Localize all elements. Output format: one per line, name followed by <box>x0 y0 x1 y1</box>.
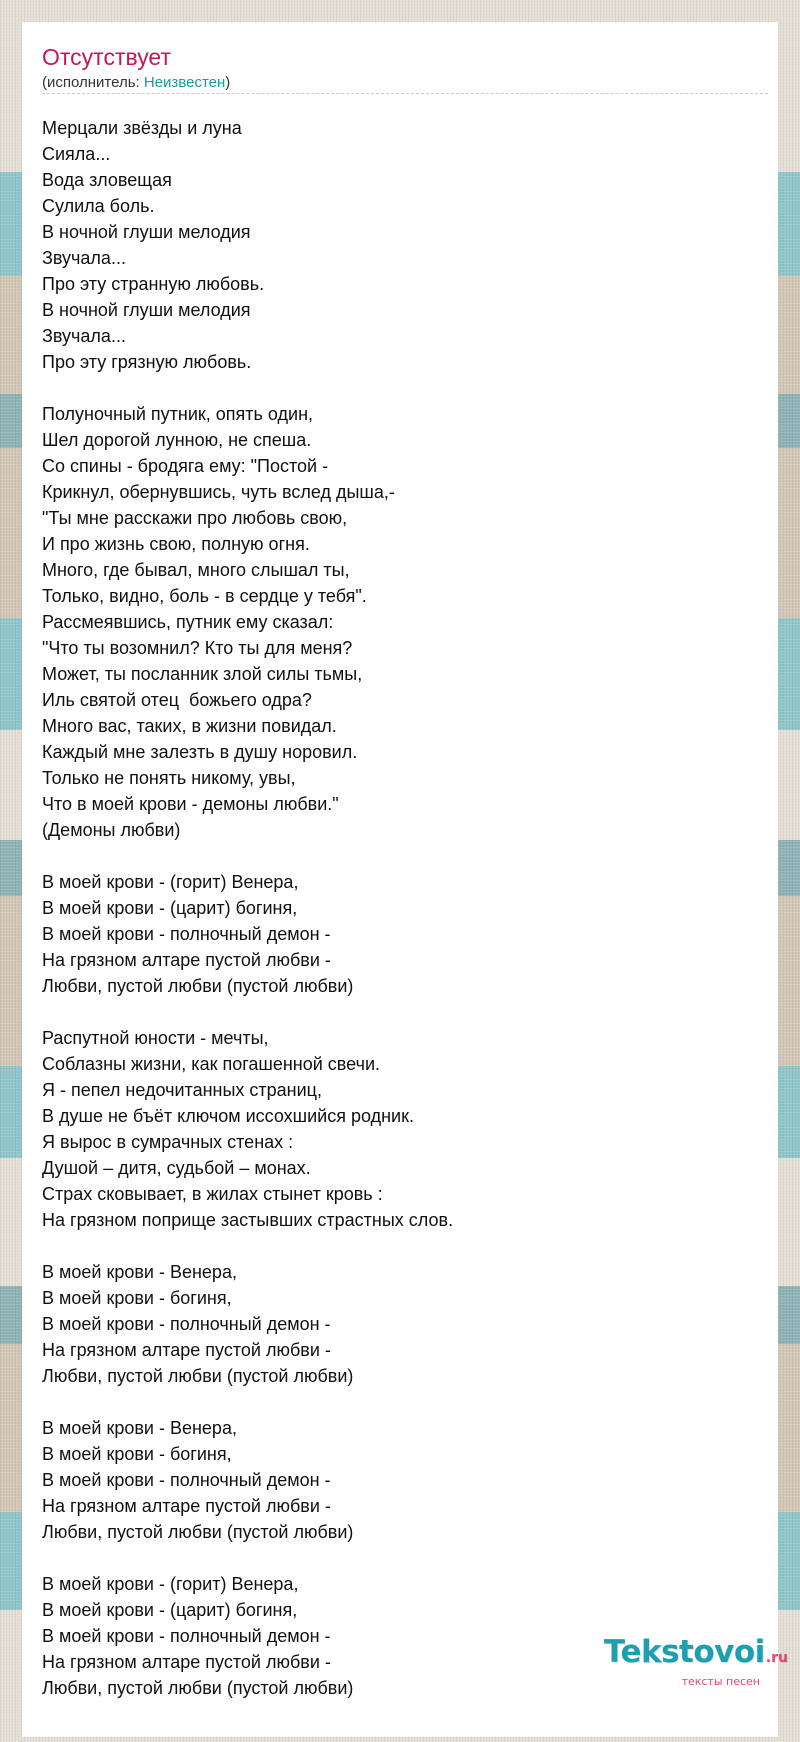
lyrics-line: В ночной глуши мелодия <box>42 300 251 320</box>
lyrics-line: В моей крови - Венера, <box>42 1262 237 1282</box>
lyrics-text <box>42 115 752 1727</box>
lyrics-line: Страх сковывает, в жилах стынет кровь : <box>42 1184 383 1204</box>
lyrics-line: На грязном алтаре пустой любви - <box>42 1496 331 1516</box>
lyrics-line: Любви, пустой любви (пустой любви) <box>42 1678 354 1698</box>
lyrics-line: Много вас, таких, в жизни повидал. <box>42 716 337 736</box>
lyrics-line: На грязном алтаре пустой любви - <box>42 1652 331 1672</box>
lyrics-line: (Демоны любви) <box>42 820 181 840</box>
artist-link[interactable]: Неизвестен <box>143 74 226 91</box>
lyrics-line: В моей крови - (царит) богиня, <box>42 898 298 918</box>
lyrics-stanza <box>42 1259 752 1389</box>
lyrics-line: "Ты мне расскажи про любовь свою, <box>42 508 348 528</box>
lyrics-line: Про эту грязную любовь. <box>42 352 252 372</box>
lyrics-line: Со спины - бродяга ему: "Постой - <box>42 456 329 476</box>
lyrics-line: В ночной глуши мелодия <box>42 222 251 242</box>
lyrics-line: В моей крови - полночный демон - <box>42 1470 331 1490</box>
lyrics-line: В душе не бъёт ключом иссохшийся родник. <box>42 1106 414 1126</box>
lyrics-line: Любви, пустой любви (пустой любви) <box>42 1366 354 1386</box>
lyrics-panel <box>22 22 778 1737</box>
lyrics-line: Только, видно, боль - в сердце у тебя". <box>42 586 367 606</box>
lyrics-line: Звучала... <box>42 248 126 268</box>
lyrics-line: Соблазны жизни, как погашенной свечи. <box>42 1054 381 1074</box>
lyrics-line: В моей крови - (горит) Венера, <box>42 872 299 892</box>
lyrics-stanza <box>42 115 752 375</box>
lyrics-line: На грязном поприще застывших страстных слов. <box>42 1210 454 1230</box>
lyrics-line: Полуночный путник, опять один, <box>42 404 314 424</box>
lyrics-line: В моей крови - полночный демон - <box>42 1314 331 1334</box>
lyrics-line: Сияла... <box>42 144 111 164</box>
lyrics-stanza <box>42 401 752 843</box>
logo-tld: .ru <box>765 1650 788 1666</box>
logo-wordmark <box>573 1634 788 1676</box>
lyrics-stanza <box>42 1025 752 1233</box>
lyrics-line: Что в моей крови - демоны любви." <box>42 794 339 814</box>
lyrics-line: Любви, пустой любви (пустой любви) <box>42 1522 354 1542</box>
lyrics-line: Распутной юности - мечты, <box>42 1028 269 1048</box>
lyrics-line: Звучала... <box>42 326 126 346</box>
artist-line <box>42 74 230 92</box>
lyrics-line: В моей крови - (царит) богиня, <box>42 1600 298 1620</box>
lyrics-line: Я вырос в сумрачных стенах : <box>42 1132 294 1152</box>
lyrics-line: Шел дорогой лунною, не спеша. <box>42 430 312 450</box>
lyrics-line: В моей крови - полночный демон - <box>42 1626 331 1646</box>
artist-suffix: ) <box>225 74 231 91</box>
lyrics-line: На грязном алтаре пустой любви - <box>42 950 331 970</box>
song-title: Отсутствует <box>42 44 171 70</box>
lyrics-line: Каждый мне залезть в душу норовил. <box>42 742 358 762</box>
lyrics-line: В моей крови - Венера, <box>42 1418 237 1438</box>
lyrics-line: Иль святой отец божьего одра? <box>42 690 312 710</box>
artist-prefix: (исполнитель: <box>42 74 144 91</box>
logo-main-text: Tekstovoi <box>603 1634 765 1670</box>
lyrics-line: Сулила боль. <box>42 196 155 216</box>
title-divider <box>42 93 768 94</box>
lyrics-line: В моей крови - богиня, <box>42 1288 232 1308</box>
lyrics-line: И про жизнь свою, полную огня. <box>42 534 310 554</box>
lyrics-line: В моей крови - (горит) Венера, <box>42 1574 299 1594</box>
site-logo[interactable] <box>573 1634 788 1692</box>
lyrics-stanza <box>42 869 752 999</box>
lyrics-line: На грязном алтаре пустой любви - <box>42 1340 331 1360</box>
lyrics-stanza <box>42 1415 752 1545</box>
lyrics-line: В моей крови - полночный демон - <box>42 924 331 944</box>
lyrics-line: Мерцали звёзды и луна <box>42 118 242 138</box>
lyrics-line: Крикнул, обернувшись, чуть вслед дыша,- <box>42 482 395 502</box>
lyrics-line: Душой – дитя, судьбой – монах. <box>42 1158 311 1178</box>
logo-subtitle: тексты песен <box>681 1675 760 1688</box>
lyrics-line: Любви, пустой любви (пустой любви) <box>42 976 354 996</box>
lyrics-line: Может, ты посланник злой силы тьмы, <box>42 664 363 684</box>
lyrics-line: Рассмеявшись, путник ему сказал: <box>42 612 334 632</box>
lyrics-line: Я - пепел недочитанных страниц, <box>42 1080 322 1100</box>
lyrics-line: Только не понять никому, увы, <box>42 768 296 788</box>
lyrics-line: Вода зловещая <box>42 170 172 190</box>
lyrics-line: Много, где бывал, много слышал ты, <box>42 560 350 580</box>
lyrics-line: В моей крови - богиня, <box>42 1444 232 1464</box>
lyrics-line: Про эту странную любовь. <box>42 274 265 294</box>
lyrics-line: "Что ты возомнил? Кто ты для меня? <box>42 638 353 658</box>
